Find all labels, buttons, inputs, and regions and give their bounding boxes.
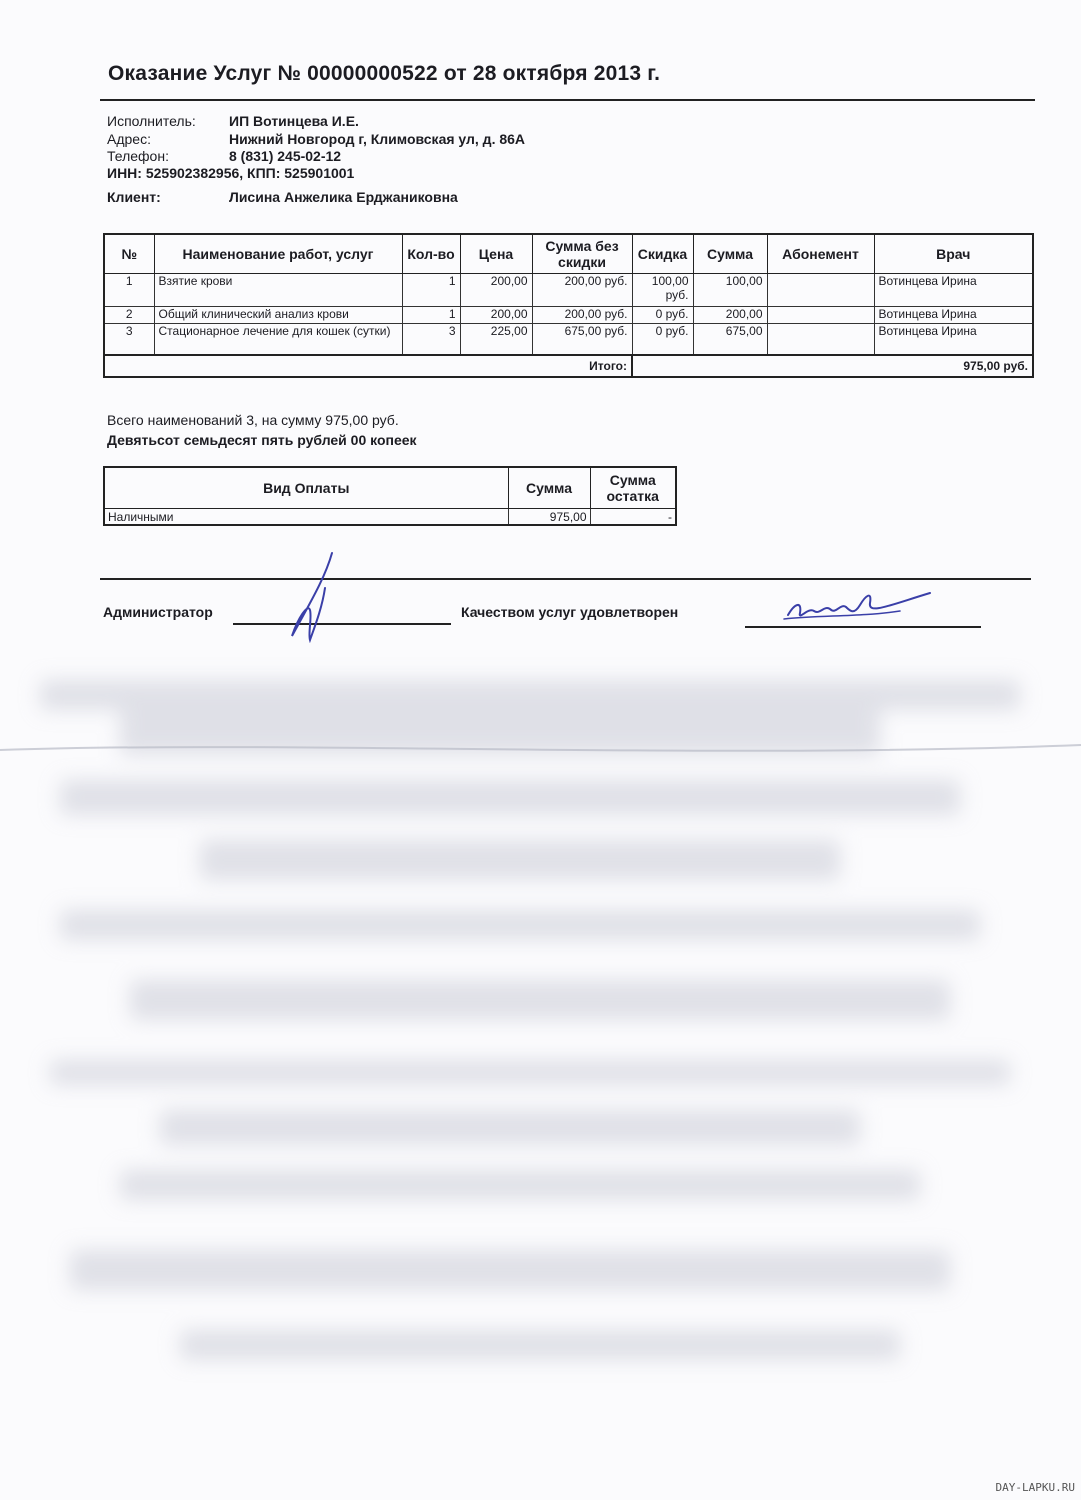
executor-label: Исполнитель: [107,113,196,129]
title-rule [100,99,1035,101]
payment-type: Наличными [104,509,508,526]
services-header-row [104,234,1033,274]
admin-signature [280,548,350,643]
total-label: Итого: [104,355,632,377]
row-sum: 100,00 [693,274,767,307]
executor-line [107,113,359,130]
col-header-subscription: Абонемент [767,234,874,274]
row-sum: 200,00 [693,307,767,324]
payment-table [103,466,677,526]
inn-line: ИНН: 525902382956, КПП: 525901001 [107,165,355,181]
col-header-name: Наименование работ, услуг [154,234,402,274]
client-line [107,189,458,206]
col-header-price: Цена [460,234,532,274]
row-doctor: Вотинцева Ирина [874,274,1033,307]
row-qty: 1 [402,307,460,324]
address-label: Адрес: [107,131,151,147]
client-label: Клиент: [107,189,161,205]
payment-sum: 975,00 [508,509,590,526]
document-title: Оказание Услуг № 00000000522 от 28 октября 2013 г. [108,62,661,85]
services-table [103,233,1034,378]
phone-line [107,148,341,165]
row-qty: 1 [402,274,460,307]
row-subscription [767,324,874,355]
row-no: 1 [104,274,154,307]
row-name: Взятие крови [154,274,402,307]
row-sum-nodisc: 675,00 руб. [532,324,632,355]
col-header-payment-type: Вид Оплаты [104,467,508,509]
signature-rule [100,578,1031,580]
payment-header-row [104,467,676,509]
table-row [104,509,676,526]
total-row [104,355,1033,377]
table-row [104,324,1033,355]
row-no: 3 [104,324,154,355]
col-header-sum-nodisc: Сумма без скидки [532,234,632,274]
row-discount: 0 руб. [632,324,693,355]
col-header-discount: Скидка [632,234,693,274]
col-header-payment-rest: Сумма остатка [590,467,676,509]
phone-label: Телефон: [107,148,169,164]
col-header-doctor: Врач [874,234,1033,274]
row-discount: 0 руб. [632,307,693,324]
site-watermark: DAY-LAPKU.RU [995,1481,1075,1494]
summary-words: Девятьсот семьдесят пять рублей 00 копеек [107,432,417,448]
client-value: Лисина Анжелика Ерджаниковна [229,189,458,205]
row-subscription [767,274,874,307]
total-value: 975,00 руб. [632,355,1033,377]
table-row [104,274,1033,307]
table-row [104,307,1033,324]
admin-label: Администратор [103,604,213,620]
row-sum-nodisc: 200,00 руб. [532,307,632,324]
row-sum-nodisc: 200,00 руб. [532,274,632,307]
row-price: 200,00 [460,307,532,324]
client-signature [780,585,940,630]
col-header-payment-sum: Сумма [508,467,590,509]
address-line [107,131,525,148]
row-name: Стационарное лечение для кошек (сутки) [154,324,402,355]
col-header-qty: Кол-во [402,234,460,274]
payment-rest: - [590,509,676,526]
row-doctor: Вотинцева Ирина [874,307,1033,324]
row-doctor: Вотинцева Ирина [874,324,1033,355]
row-subscription [767,307,874,324]
col-header-sum: Сумма [693,234,767,274]
address-value: Нижний Новгород г, Климовская ул, д. 86А [229,131,526,147]
row-qty: 3 [402,324,460,355]
summary-count: Всего наименований 3, на сумму 975,00 руб. [107,412,399,428]
back-page-bleed-through [0,650,1081,1500]
col-header-no: № [104,234,154,274]
row-name: Общий клинический анализ крови [154,307,402,324]
row-price: 200,00 [460,274,532,307]
row-no: 2 [104,307,154,324]
row-sum: 675,00 [693,324,767,355]
row-discount: 100,00 руб. [632,274,693,307]
client-sign-label: Качеством услуг удовлетворен [461,604,679,620]
phone-value: 8 (831) 245-02-12 [229,148,342,164]
row-price: 225,00 [460,324,532,355]
executor-value: ИП Вотинцева И.Е. [229,113,359,129]
